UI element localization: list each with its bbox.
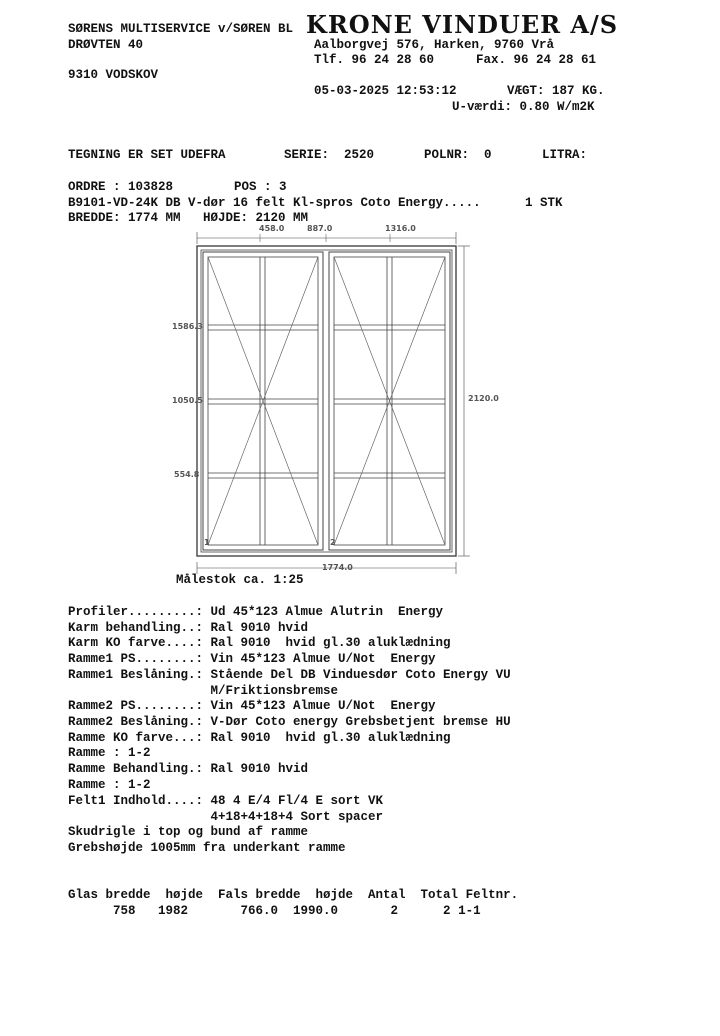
spec-line: M/Friktionsbremse [68,684,339,698]
u-value: U-værdi: 0.80 W/m2K [452,100,595,114]
spec-line: Ramme1 Beslåning.: Stående Del DB Vinduesdør Coto Energy VU [68,668,511,682]
right-dim: 2120.0 [468,394,499,403]
litra: LITRA: [542,148,588,162]
company-address: Aalborgvej 576, Harken, 9760 Vrå [314,38,555,52]
opening-lines [208,257,445,545]
glass-table-row: 758 1982 766.0 1990.0 2 2 1-1 [68,904,481,918]
sash-1-label: 1 [204,538,210,547]
spec-line: Karm KO farve....: Ral 9010 hvid gl.30 aluklædning [68,636,451,650]
spec-line: Ramme2 Beslåning.: V-Dør Coto energy Grebsbetjent bremse HU [68,715,511,729]
left-dim-2: 1050.5 [172,396,203,405]
weight: VÆGT: 187 KG. [507,84,605,98]
spec-line: Profiler.........: Ud 45*123 Almue Alutrin Energy [68,605,444,619]
polnr: POLNR: 0 [424,148,492,162]
spec-line: Grebshøjde 1005mm fra underkant ramme [68,841,346,855]
drawing-scale: Målestok ca. 1:25 [176,573,304,587]
spec-line: Ramme2 PS........: Vin 45*123 Almue U/Not Energy [68,699,436,713]
sash-2-label: 2 [330,538,336,547]
print-datetime: 05-03-2025 12:53:12 [314,84,457,98]
spec-line: Ramme Behandling.: Ral 9010 hvid [68,762,309,776]
spec-line: Ramme KO farve...: Ral 9010 hvid gl.30 aluklædning [68,731,451,745]
order-dimensions: BREDDE: 1774 MM HØJDE: 2120 MM [68,211,309,225]
spec-line: Ramme1 PS........: Vin 45*123 Almue U/Not Energy [68,652,436,666]
spec-line: Ramme : 1-2 [68,778,151,792]
drawing-view-note: TEGNING ER SET UDEFRA [68,148,226,162]
left-dim-1: 1586.3 [172,322,203,331]
order-number: ORDRE : 103828 [68,180,174,194]
bottom-dim: 1774.0 [322,563,353,572]
order-pos: POS : 3 [234,180,287,194]
top-dim-1: 458.0 [259,224,285,233]
customer-name: SØRENS MULTISERVICE v/SØREN BL [68,22,294,36]
spec-line: 4+18+4+18+4 Sort spacer [68,810,384,824]
serie: SERIE: 2520 [284,148,375,162]
order-description: B9101-VD-24K DB V-dør 16 felt Kl-spros Coto Energy..... [68,196,481,210]
top-dim-2: 887.0 [307,224,333,233]
spec-line: Ramme : 1-2 [68,746,151,760]
top-dim-3: 1316.0 [385,224,416,233]
glass-table-header: Glas bredde højde Fals bredde højde Antal Total Feltnr. [68,888,519,902]
spec-line: Skudrigle i top og bund af ramme [68,825,309,839]
company-phone: Tlf. 96 24 28 60 [314,53,435,67]
outer-frame [197,246,456,556]
customer-city: 9310 VODSKOV [68,68,159,82]
spec-line: Karm behandling..: Ral 9010 hvid [68,621,309,635]
left-dim-3: 554.8 [174,470,200,479]
spec-line: Felt1 Indhold....: 48 4 E/4 Fl/4 E sort VK [68,794,384,808]
company-fax: Fax. 96 24 28 61 [476,53,597,67]
window-drawing [0,220,720,600]
customer-address: DRØVTEN 40 [68,38,144,52]
company-name: KRONE VINDUER A/S [306,10,619,39]
order-qty: 1 STK [525,196,563,210]
